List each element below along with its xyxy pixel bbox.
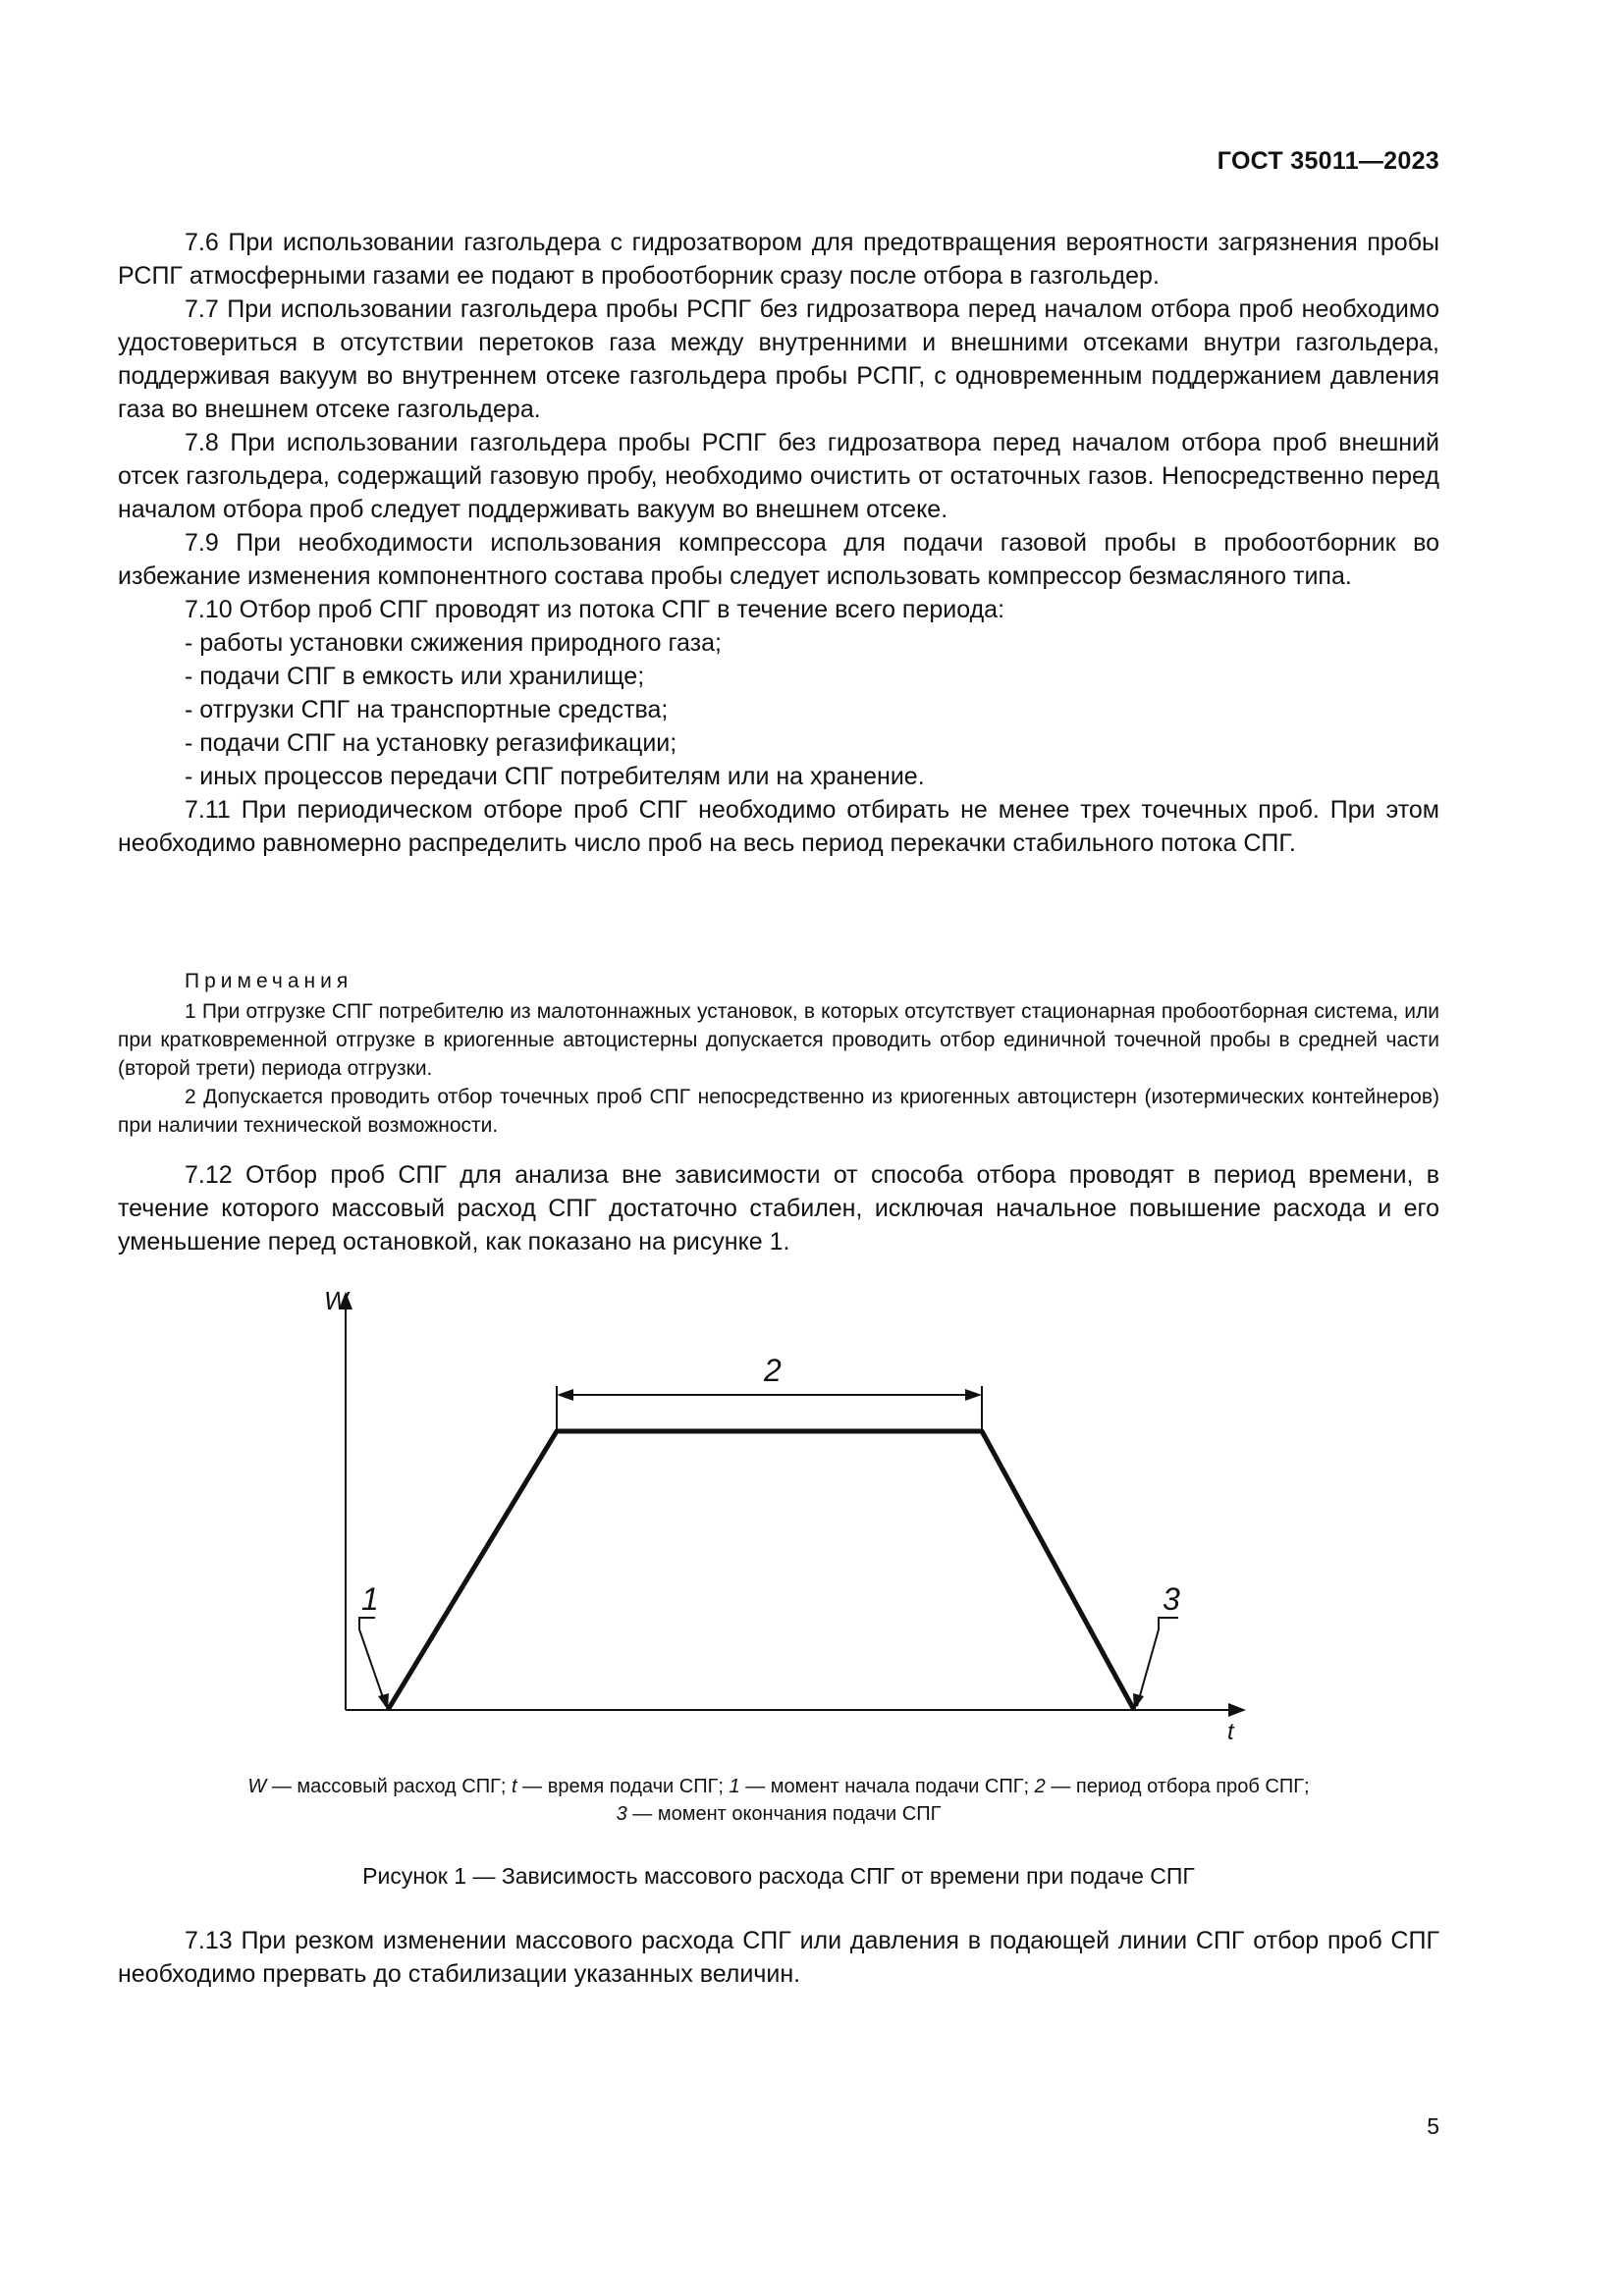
figure-1-diagram <box>295 1276 1257 1747</box>
legend-t-text: — время подачи СПГ; <box>516 1776 730 1797</box>
leader-start <box>359 1618 386 1706</box>
legend-t-symbol: t <box>512 1776 517 1797</box>
legend-line-1 <box>118 1773 1439 1800</box>
paragraph-7-7: 7.7 При использовании газгольдера пробы РСПГ без гидрозатвора перед началом отбора проб необходимо удостовериться в отсутствии перетоков газа между внутренними и внешними отсеками внутри газгольдера, поддерживая вакуум во внутреннем отсеке газгольдера пробы РСПГ, с одновременным поддержанием давления газа во внешнем отсеке газгольдера. <box>118 295 1439 423</box>
legend-1-text: — момент начала подачи СПГ; <box>739 1776 1035 1797</box>
notes-block <box>118 967 1439 1140</box>
text-block-7-13 <box>118 1924 1439 1991</box>
paragraph-7-13: 7.13 При резком изменении массового расхода СПГ или давления в подающей линии СПГ отбор проб СПГ необходимо прервать до стабилизации указанных величин. <box>118 1927 1439 1988</box>
page-number: 5 <box>1427 2113 1439 2139</box>
paragraph-7-10: 7.10 Отбор проб СПГ проводят из потока СПГ в течение всего периода: <box>185 596 1005 623</box>
legend-w-symbol: W <box>247 1776 267 1797</box>
paragraph-7-9: 7.9 При необходимости использования компрессора для подачи газовой пробы в пробоотборник во избежание изменения компонентного состава пробы следует использовать компрессор безмасляного типа. <box>118 529 1439 590</box>
paragraph-7-6: 7.6 При использовании газгольдера с гидрозатвором для предотвращения вероятности загрязнения пробы РСПГ атмосферными газами ее подают в пробоотборник сразу после отбора в газгольдер. <box>118 229 1439 290</box>
list-item: - отгрузки СПГ на транспортные средства; <box>185 696 669 723</box>
marker-start-label: 1 <box>361 1581 379 1617</box>
paragraph-7-11: 7.11 При периодическом отборе проб СПГ необходимо отбирать не менее трех точечных проб. При этом необходимо равномерно распределить число проб на весь период перекачки стабильного потока СПГ. <box>118 796 1439 857</box>
marker-end-label: 3 <box>1163 1581 1180 1617</box>
legend-1-symbol: 1 <box>729 1776 740 1797</box>
figure-caption: Рисунок 1 — Зависимость массового расхода СПГ от времени при подаче СПГ <box>362 1863 1195 1889</box>
period-left-arrow-icon <box>557 1389 573 1401</box>
legend-w-text: — массовый расход СПГ; <box>266 1776 513 1797</box>
legend-3-text: — момент окончания подачи СПГ <box>626 1803 942 1825</box>
list-item: - работы установки сжижения природного газа; <box>185 629 722 657</box>
x-axis-arrow-icon <box>1228 1703 1246 1717</box>
text-block-7-12 <box>118 1158 1439 1258</box>
document-id-header: ГОСТ 35011—2023 <box>1217 147 1439 175</box>
list-item: - иных процессов передачи СПГ потребителям или на хранение. <box>185 763 925 790</box>
paragraph-7-12: 7.12 Отбор проб СПГ для анализа вне зависимости от способа отбора проводят в период времени, в течение которого массовый расход СПГ достаточно стабилен, исключая начальное повышение расхода и его уменьшение перед остановкой, как показано на рисунке 1. <box>118 1161 1439 1255</box>
notes-title: Примечания <box>185 970 353 992</box>
paragraph-7-8: 7.8 При использовании газгольдера пробы РСПГ без гидрозатвора перед началом отбора проб внешний отсек газгольдера, содержащий газовую пробу, необходимо очистить от остаточных газов. Непосредственно перед началом отбора проб следует поддерживать вакуум во внешнем отсеке. <box>118 429 1439 523</box>
period-right-arrow-icon <box>965 1389 982 1401</box>
list-item: - подачи СПГ на установку регазификации; <box>185 729 677 757</box>
flow-rate-curve <box>388 1431 1134 1710</box>
legend-line-2 <box>118 1800 1439 1828</box>
leader-end <box>1137 1618 1178 1706</box>
list-item: - подачи СПГ в емкость или хранилище; <box>185 663 645 690</box>
note-item-2: 2 Допускается проводить отбор точечных проб СПГ непосредственно из криогенных автоцистерн (изотермических контейнеров) при наличии технической возможности. <box>118 1086 1439 1137</box>
text-block-top <box>118 226 1439 860</box>
leader-end-arrow-icon <box>1133 1693 1144 1710</box>
figure-legend <box>118 1773 1439 1828</box>
marker-period-label: 2 <box>764 1353 782 1388</box>
legend-3-symbol: 3 <box>616 1803 627 1825</box>
y-axis-label: W <box>324 1286 349 1315</box>
leader-start-arrow-icon <box>378 1693 389 1710</box>
flow-rate-diagram <box>295 1276 1257 1747</box>
note-item-1: 1 При отгрузке СПГ потребителю из малотоннажных установок, в которых отсутствует стационарная пробоотборная система, или при кратковременной отгрузке в криогенные автоцистерны допускается проводить отбор единичной точечной пробы в средней части (второй трети) периода отгрузки. <box>118 1000 1439 1080</box>
legend-2-symbol: 2 <box>1034 1776 1046 1797</box>
legend-2-text: — период отбора проб СПГ; <box>1045 1776 1310 1797</box>
x-axis-label: t <box>1227 1719 1234 1745</box>
